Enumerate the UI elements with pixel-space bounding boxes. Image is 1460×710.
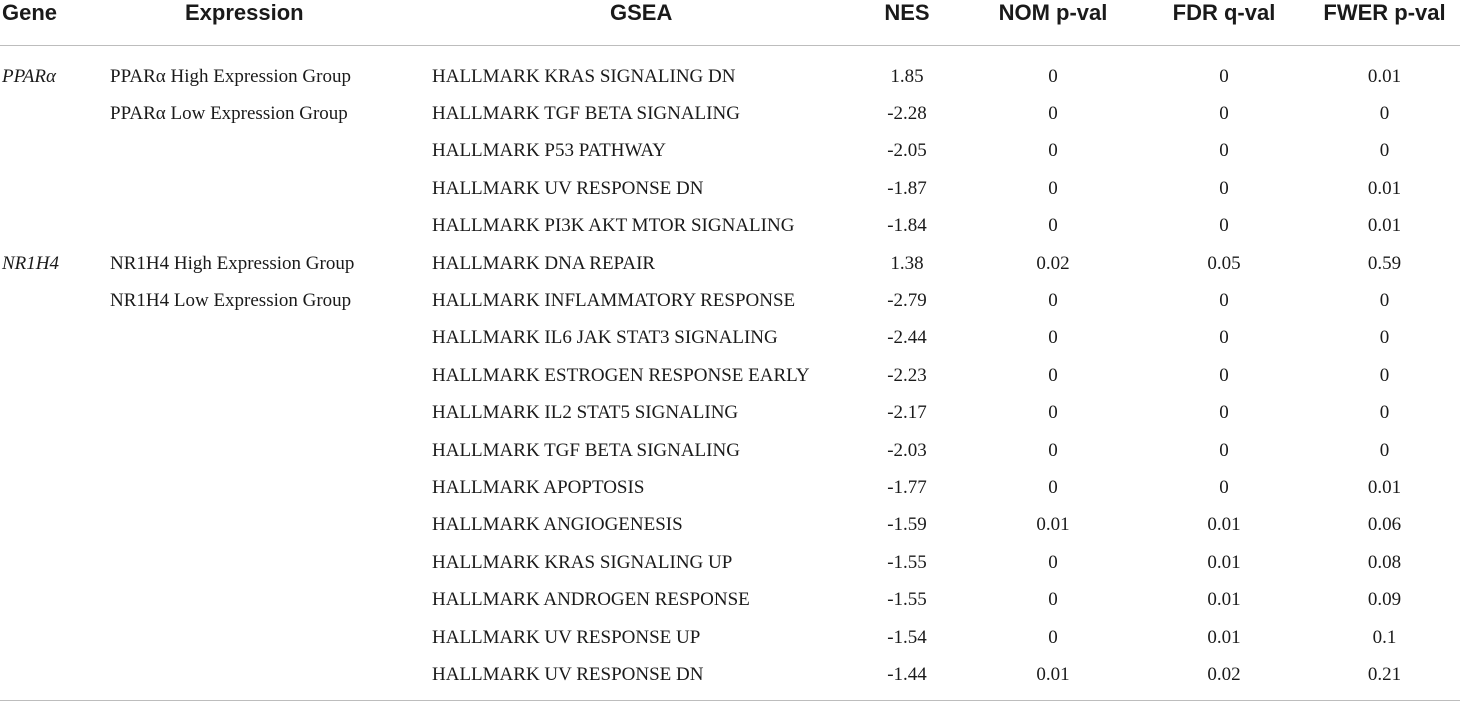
table-row [0, 282, 1460, 319]
gene-cell [0, 432, 110, 469]
table-row [0, 320, 1460, 357]
gene-cell [0, 469, 110, 506]
header-gene: Gene [0, 0, 110, 46]
fdr-qval-cell: 0 [1219, 103, 1229, 125]
fwer-pval-cell: 0 [1379, 439, 1390, 461]
fdr-qval-cell: 0 [1219, 65, 1229, 87]
fwer-pval-cell: 0.01 [1367, 177, 1402, 199]
nom-pval-cell: 0.01 [1036, 514, 1070, 536]
gsea-cell: HALLMARK UV RESPONSE DN [432, 656, 847, 700]
fwer-pval-cell: 0.06 [1367, 514, 1402, 536]
gsea-cell: HALLMARK IL6 JAK STAT3 SIGNALING [432, 327, 778, 349]
table-row [0, 619, 1460, 656]
header-row [0, 0, 1460, 46]
fdr-qval-cell: 0.01 [1207, 514, 1241, 536]
nom-pval-cell: 0 [1048, 177, 1058, 199]
nom-pval-cell: 0 [1048, 364, 1058, 386]
table-row [0, 544, 1460, 581]
fdr-qval-cell: 0 [1219, 290, 1229, 312]
header-gsea: GSEA [432, 0, 847, 46]
fwer-pval-cell: 0 [1379, 290, 1390, 312]
expression-cell: NR1H4 High Expression Group [110, 252, 355, 274]
nes-cell: -1.59 [887, 514, 927, 536]
expression-cell [110, 656, 432, 700]
fwer-pval-cell: 0 [1379, 140, 1390, 162]
expression-cell [110, 395, 432, 432]
gene-cell [0, 95, 110, 132]
table-row [0, 432, 1460, 469]
gene-cell [0, 395, 110, 432]
expression-cell [110, 432, 432, 469]
nes-cell: -1.55 [887, 551, 927, 573]
nes-cell: -2.17 [887, 402, 927, 424]
nes-cell: -1.54 [887, 626, 927, 648]
gsea-cell: HALLMARK ANDROGEN RESPONSE [432, 589, 750, 611]
fwer-pval-cell: 0.59 [1367, 252, 1402, 274]
nes-cell: -1.55 [887, 589, 927, 611]
table-row [0, 395, 1460, 432]
fdr-qval-cell: 0.02 [1139, 656, 1309, 700]
nom-pval-cell: 0.01 [967, 656, 1139, 700]
fdr-qval-cell: 0 [1219, 215, 1229, 237]
nom-pval-cell: 0 [1048, 476, 1058, 498]
nom-pval-cell: 0 [1048, 589, 1058, 611]
gene-cell [0, 656, 110, 700]
expression-cell [110, 320, 432, 357]
table-row [0, 507, 1460, 544]
table-row [0, 245, 1460, 282]
gene-cell [0, 619, 110, 656]
nom-pval-cell: 0 [1048, 439, 1058, 461]
fdr-qval-cell: 0.05 [1207, 252, 1241, 274]
fdr-qval-cell: 0 [1219, 364, 1229, 386]
nom-pval-cell: 0 [1048, 103, 1058, 125]
expression-cell [110, 619, 432, 656]
gsea-cell: HALLMARK INFLAMMATORY RESPONSE [432, 290, 796, 312]
gsea-cell: HALLMARK ESTROGEN RESPONSE EARLY [432, 364, 810, 386]
gene-cell: PPARα [2, 65, 56, 87]
nes-cell: 1.38 [890, 252, 924, 274]
expression-cell [110, 544, 432, 581]
table-row [0, 581, 1460, 618]
fwer-pval-cell: 0.1 [1372, 626, 1397, 648]
fdr-qval-cell: 0.01 [1207, 589, 1241, 611]
nes-cell: -2.03 [887, 439, 927, 461]
fwer-pval-cell: 0.01 [1367, 476, 1402, 498]
expression-cell [110, 133, 432, 170]
gene-cell: NR1H4 [2, 252, 59, 274]
gsea-cell: HALLMARK ANGIOGENESIS [432, 514, 683, 536]
expression-cell [110, 581, 432, 618]
expression-cell: NR1H4 Low Expression Group [110, 290, 352, 312]
fwer-pval-cell: 0.01 [1367, 215, 1402, 237]
table-row [0, 357, 1460, 394]
fwer-pval-cell: 0 [1379, 103, 1390, 125]
nes-cell: 1.85 [890, 65, 924, 87]
header-expression: Expression [110, 0, 432, 46]
table-body [0, 46, 1460, 701]
nes-cell: -2.28 [887, 103, 927, 125]
fwer-pval-cell: 0 [1379, 402, 1390, 424]
header-fwer-pval: FWER p-val [1309, 0, 1460, 46]
gsea-cell: HALLMARK APOPTOSIS [432, 476, 645, 498]
fwer-pval-cell: 0 [1379, 364, 1390, 386]
table-row [0, 469, 1460, 506]
fdr-qval-cell: 0.01 [1207, 626, 1241, 648]
nes-cell: -1.44 [847, 656, 967, 700]
expression-cell: PPARα Low Expression Group [110, 103, 348, 125]
gsea-cell: HALLMARK KRAS SIGNALING DN [432, 65, 736, 87]
table-row [0, 208, 1460, 245]
expression-cell [110, 469, 432, 506]
expression-cell: PPARα High Expression Group [110, 65, 351, 87]
gene-cell [0, 133, 110, 170]
gsea-cell: HALLMARK UV RESPONSE UP [432, 626, 701, 648]
nom-pval-cell: 0.02 [1036, 252, 1070, 274]
nes-cell: -1.84 [887, 215, 927, 237]
expression-cell [110, 170, 432, 207]
nes-cell: -1.87 [887, 177, 927, 199]
nes-cell: -2.23 [887, 364, 927, 386]
fdr-qval-cell: 0 [1219, 439, 1229, 461]
nom-pval-cell: 0 [1048, 140, 1058, 162]
nom-pval-cell: 0 [1048, 327, 1058, 349]
fdr-qval-cell: 0 [1219, 327, 1229, 349]
gene-cell [0, 282, 110, 319]
gene-cell [0, 357, 110, 394]
expression-cell [110, 208, 432, 245]
gsea-cell: HALLMARK P53 PATHWAY [432, 140, 667, 162]
fwer-pval-cell: 0.01 [1367, 65, 1402, 87]
nom-pval-cell: 0 [1048, 402, 1058, 424]
table-row [0, 656, 1460, 700]
nom-pval-cell: 0 [1048, 290, 1058, 312]
gsea-cell: HALLMARK KRAS SIGNALING UP [432, 551, 733, 573]
header-nes: NES [847, 0, 967, 46]
nom-pval-cell: 0 [1048, 626, 1058, 648]
nes-cell: -2.79 [887, 290, 927, 312]
gene-cell [0, 544, 110, 581]
expression-cell [110, 357, 432, 394]
nom-pval-cell: 0 [1048, 65, 1058, 87]
gene-cell [0, 208, 110, 245]
gsea-cell: HALLMARK TGF BETA SIGNALING [432, 103, 740, 125]
fdr-qval-cell: 0 [1219, 402, 1229, 424]
nes-cell: -2.44 [887, 327, 927, 349]
header-nom-pval: NOM p-val [967, 0, 1139, 46]
fdr-qval-cell: 0 [1219, 140, 1229, 162]
table-row [0, 170, 1460, 207]
gene-cell [0, 170, 110, 207]
gene-cell [0, 507, 110, 544]
fdr-qval-cell: 0 [1219, 476, 1229, 498]
fdr-qval-cell: 0 [1219, 177, 1229, 199]
gsea-cell: HALLMARK TGF BETA SIGNALING [432, 439, 740, 461]
header-fdr-qval: FDR q-val [1139, 0, 1309, 46]
nes-cell: -2.05 [887, 140, 927, 162]
nom-pval-cell: 0 [1048, 551, 1058, 573]
fwer-pval-cell: 0 [1379, 327, 1390, 349]
table-row [0, 46, 1460, 96]
gsea-cell: HALLMARK DNA REPAIR [432, 252, 656, 274]
table-row [0, 133, 1460, 170]
fwer-pval-cell: 0.08 [1367, 551, 1402, 573]
fwer-pval-cell: 0.09 [1367, 589, 1402, 611]
table-row [0, 95, 1460, 132]
gsea-cell: HALLMARK UV RESPONSE DN [432, 177, 704, 199]
fwer-pval-cell: 0.21 [1309, 656, 1460, 700]
fdr-qval-cell: 0.01 [1207, 551, 1241, 573]
nes-cell: -1.77 [887, 476, 927, 498]
gsea-cell: HALLMARK IL2 STAT5 SIGNALING [432, 402, 739, 424]
gene-cell [0, 320, 110, 357]
gsea-cell: HALLMARK PI3K AKT MTOR SIGNALING [432, 215, 795, 237]
gene-cell [0, 581, 110, 618]
expression-cell [110, 507, 432, 544]
nom-pval-cell: 0 [1048, 215, 1058, 237]
